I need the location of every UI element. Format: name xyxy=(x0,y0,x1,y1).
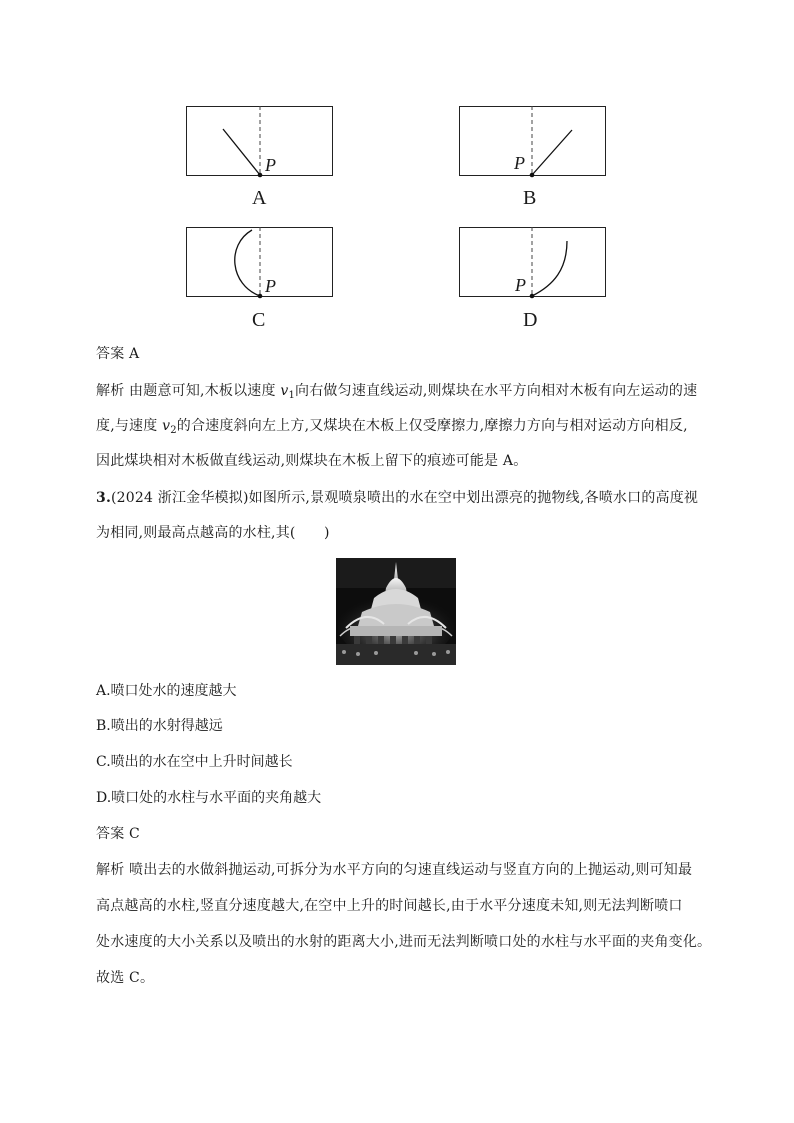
q3-analysis-line-4: 故选 C。 xyxy=(96,970,155,986)
trace-line xyxy=(223,129,260,175)
option-d: D.喷口处的水柱与水平面的夹角越大 xyxy=(96,790,322,806)
q3-stem-line-1: 3.(2024 浙江金华模拟)如图所示,景观喷泉喷出的水在空中划出漂亮的抛物线,各喷水口的高度视 xyxy=(96,490,699,506)
point-p-label: P xyxy=(265,276,276,296)
option-c: C.喷出的水在空中上升时间越长 xyxy=(96,754,293,770)
option-a: A.喷口处水的速度越大 xyxy=(96,683,237,699)
figure-d xyxy=(459,227,607,298)
q3-answer: 答案 C xyxy=(96,826,140,842)
fountain-photo xyxy=(336,558,456,665)
q2-analysis-line-3: 因此煤块相对木板做直线运动,则煤块在木板上留下的痕迹可能是 A。 xyxy=(96,453,528,469)
point-p-dot xyxy=(258,173,263,178)
question-number: 3. xyxy=(96,490,112,506)
q3-analysis-line-3: 处水速度的大小关系以及喷出的水射的距离大小,进而无法判断喷口处的水柱与水平面的夹角变化。 xyxy=(96,934,712,950)
point-p-dot xyxy=(258,294,263,299)
point-p-label: P xyxy=(265,155,276,175)
point-p-dot xyxy=(530,294,535,299)
option-b: B.喷出的水射得越远 xyxy=(96,718,223,734)
figure-label-b: B xyxy=(523,187,537,209)
q2-answer: 答案 A xyxy=(96,346,140,362)
q3-stem-line-2: 为相同,则最高点越高的水柱,其( ) xyxy=(96,525,330,541)
point-p-dot xyxy=(530,173,535,178)
figure-c xyxy=(186,227,334,298)
trace-curve xyxy=(235,230,260,296)
figure-b xyxy=(459,106,607,177)
figure-label-c: C xyxy=(252,309,266,331)
trace-line xyxy=(532,130,572,175)
q3-analysis-line-1: 解析 喷出去的水做斜抛运动,可拆分为水平方向的匀速直线运动与竖直方向的上抛运动,则可知最 xyxy=(96,862,693,878)
point-p-label: P xyxy=(514,153,525,173)
q2-analysis-line-1: 解析 由题意可知,木板以速度 $v_1$向右做匀速直线运动,则煤块在水平方向相对木板有向左运动的速 xyxy=(96,383,698,401)
trace-curve xyxy=(532,241,567,296)
figure-a xyxy=(186,106,334,177)
q3-analysis-line-2: 高点越高的水柱,竖直分速度越大,在空中上升的时间越长,由于水平分速度未知,则无法判断喷口 xyxy=(96,898,683,914)
point-p-label: P xyxy=(515,275,526,295)
figure-label-a: A xyxy=(252,187,267,209)
q2-analysis-line-2: 度,与速度 $v_2$的合速度斜向左上方,又煤块在木板上仅受摩擦力,摩擦力方向与相对运动方向相反, xyxy=(96,418,688,436)
figure-label-d: D xyxy=(523,309,538,331)
